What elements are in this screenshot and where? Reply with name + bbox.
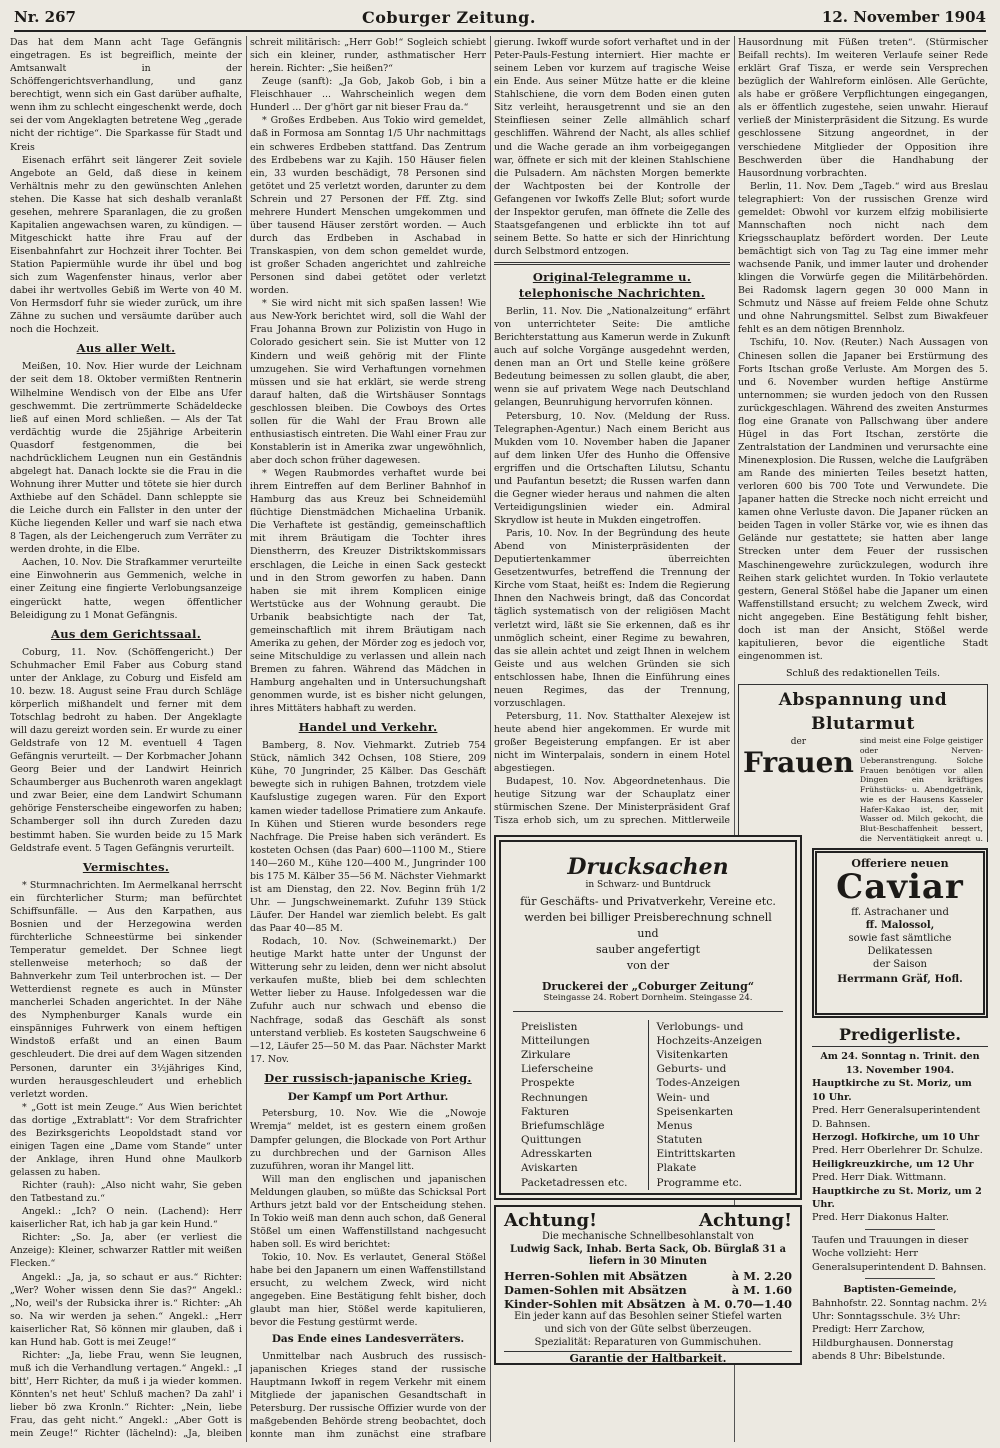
ad-caviar-word: Caviar <box>836 867 964 907</box>
printer-address: Steingasse 24. Robert Dornheim. Steingasse 24. <box>543 992 753 1003</box>
ad-der-label: der <box>790 737 807 748</box>
ad-blutarmut <box>738 684 988 842</box>
print-item: Programme etc. <box>656 1176 743 1189</box>
price-row <box>504 1283 792 1297</box>
print-item: Adresskarten <box>521 1148 593 1161</box>
ad-line: Die mechanische Schnellbesohlanstalt von <box>541 1231 754 1242</box>
ad-line: Ein jeder kann auf das Besohlen seiner Stiefel warten und sich von der Güte selbst überzeugen. <box>514 1311 782 1335</box>
print-item: Speisenkarten <box>656 1105 734 1118</box>
dialogue-line: Angekl.: „Ja, ja, so schaut er aus.“ Richter: „Wer? Woher wissen denn Sie das?“ Angekl.: „No, weil's der Rubsicka ihrer is.“ Richter: „Ah so. Na wir werden ja sehen.“ Angekl.: „Herr kaiserlicher Rat, Sö können mir glauben, daß i kan Hund hab. Gott is mei Zeuge!“ <box>10 1271 242 1348</box>
column-2 <box>250 36 486 1442</box>
ad-line: ff. Astrachaner und <box>851 906 949 918</box>
printer-name: Druckerei der „Coburger Zeitung“ <box>541 979 755 993</box>
print-item: Eintrittskarten <box>656 1148 736 1161</box>
print-item: Mitteilungen <box>521 1034 590 1047</box>
ad-line: Spezialität: Reparaturen von Gummischuhen. <box>534 1336 762 1348</box>
article-paragraph: Coburg, 11. Nov. (Schöffengericht.) Der Schuhmacher Emil Faber aus Coburg stand unter der Anklage, zu Coburg und Eisfeld am 10. bezw. 18. August seine Frau durch Schläge körperlich mißhandelt und ferner mit dem Totschlag bedroht zu haben. Der Angeklagte will dazu gereizt worden sein. Er wurde zu einer Geldstrafe von 12 M. eventuell 4 Tagen Gefängnis verurteilt. — Der Korbmacher Johann Georg Beier und der Landwirt Heinrich Schaumberger aus Buchenroth waren angeklagt und zwar Beier, eine dem Landwirt Schumann gehörige Fensterscheibe eingeworfen zu haben; Schamberger soll ihn durch Zureden dazu bestimmt haben. Sie wurden beide zu 15 Mark Geldstrafe event. 5 Tagen Gefängnis verurteilt. <box>10 646 242 854</box>
print-item: Preislisten <box>521 1020 578 1033</box>
ad-title: Drucksachen <box>567 854 729 880</box>
ad-line: werden bei billiger Preisberechnung schnell und <box>524 910 772 940</box>
print-item: Aviskarten <box>521 1162 578 1175</box>
ad-frauen-word: Frauen <box>743 745 854 779</box>
divider <box>494 262 730 265</box>
article-paragraph: * Sturmnachrichten. Im Aermelkanal herrscht ein fürchterlicher Sturm; man befürchtet Schiffsunfälle. — Aus den Karpathen, aus Bosnien und der Herzegowina werden fürchterliche Schneestürme bei sinkender Temperatur gemeldet. Der Schnee liegt stellenweise meterhoch; so daß der Bahnverkehr zum Teil unterbrochen ist. — Der Wetterdienst regnete es auch in Münster mancherlei Schaden angerichtet. In der Nähe des Nymphenburger Kanals wurde ein einspänniges Fuhrwerk von einem heftigen Windstoß erfaßt und an einen Baum geschleudert. Die drei auf dem Wagen sitzenden Personen, darunter ein 3½jähriges Kind, wurden herausgeschleudert und erheblich verletzt worden. <box>10 879 242 1100</box>
print-item: Zirkulare <box>521 1049 571 1062</box>
church-name: Baptisten-Gemeinde, <box>843 1284 957 1296</box>
article-paragraph: Tokio, 10. Nov. Es verlautet, General Stößel habe bei den Japanern um einen Waffenstillstand ersucht, zu welchem Zweck, wird nicht angegeben. Eine Bestätigung fehlt bisher, doch glaubt man hier, Stößel werde kapitulieren, bevor die Festung gestürmt werde. <box>250 1252 486 1329</box>
print-item: Prospekte <box>521 1077 575 1090</box>
ad-caviar <box>812 848 988 1018</box>
article-paragraph: * Sie wird nicht mit sich spaßen lassen! Wie aus New-York berichtet wird, soll die Wahl der Frau Johanna Brown zur Polizistin von Hugo in Colorado gesichert sein. Sie ist Mutter von 12 Kindern und weiß gehörig mit der Flinte umzugehen. Sie wird Verhaftungen vornehmen müssen und sie hat erklärt, sie werde streng darauf halten, daß die Wirtshäuser Sonntags geschlossen bleiben. Die Cowboys des Ortes sollen für die Wahl der Frau Brown alle enthusiastisch eintreten. Die Wahl einer Frau zur Konstablerin ist in Amerika zwar ungewöhnlich, aber doch schon früher dagewesen. <box>250 298 486 466</box>
price-label: Kinder-Sohlen mit Absätzen <box>504 1297 686 1312</box>
ad-guarantee: Garantie der Haltbarkeit. <box>504 1351 792 1365</box>
article-paragraph: Berlin, 11. Nov. Dem „Tageb.“ wird aus Breslau telegraphiert: Von der russischen Grenze wird gemeldet: Obwohl vor kurzem elfzig mobilisierte Mannschaften noch nicht nach dem Kriegsschauplatz befördert worden. Der Leute bemächtigt sich von Tag zu Tag eine immer mehr wachsende Panik, und immer lauter und drohender klingen die Vorwürfe gegen die Militärbehörden. Bei Radomsk lagern gegen 30 000 Mann in Schmutz und Nässe auf freiem Felde ohne Schutz und ohne Nahrungsmittel. Selbst zum Biwakfeuer fehlt es an dem nötigen Brennholz. <box>738 180 988 336</box>
section-heading-gerichtssaal: Aus dem Gerichtssaal. <box>50 626 202 641</box>
service-date: Am 24. Sonntag n. Trinit. den 13. November 1904. <box>820 1051 980 1076</box>
dialogue-line: Angekl.: „Ich? O nein. (Lachend): Herr kaiserlicher Rat, ich hab ja gar kein Hund.“ <box>10 1206 242 1231</box>
end-of-editorial-note: Schluß des redaktionellen Teils. <box>785 668 941 679</box>
article-paragraph: Eisenach erfährt seit längerer Zeit soviele Angebote an Geld, daß diese in keinem Verhältnis mehr zu den gewünschten Anlehen stehen. Die Kasse hat sich deshalb veranlaßt gesehen, mehrere Sparanlagen, die zu großen Kapitalien angewachsen waren, zu kündigen. — Mitgeschickt hatte ihre Frau auf der Eisenbahnfahrt zur Hochzeit ihrer Tochter. Bei Station Papiermühle wurde ihr übel und bog sich zum Wagenfenster hinaus, verlor aber dabei ihr wertvolles Gebiß im Werte von 40 M. Von Hermsdorf fuhr sie wieder zurück, um ihre Zähne zu suchen und versäumte darüber auch noch die Hochzeit. <box>10 154 242 336</box>
article-paragraph: gierung. Iwkoff wurde sofort verhaftet und in der Peter-Pauls-Festung interniert. Hier machte er seinem Leben vor kurzem auf tragische Weise ein Ende. Aus seiner Mütze hatte er die kleine Stahlschiene, die vorn dem Boden einen guten Sitz verleiht, herausgetrennt und sie an den Steinfliesen seiner Zelle allmählich scharf geschliffen. Während der Nacht, als alles schlief und die Wache gerade an ihm vorbeigegangen war, öffnete er sich mit der kleinen Stahlschiene die Pulsadern. Am nächsten Morgen bemerkte der Wachtposten bei der Kontrolle der Gefangenen vor Iwkoffs Zelle Blut; sofort wurde der Inspektor gerufen, man öffnete die Zelle des Staatsgefangenen und erblickte ihn tot auf seinem Bette. So hatte er sich der Hinrichtung durch Selbstmord entzogen. <box>494 37 730 257</box>
preacher: Pred. Herr Diakonus Halter. <box>812 1212 949 1224</box>
print-item: Visitenkarten <box>656 1049 729 1062</box>
price-row <box>504 1269 792 1283</box>
subheading-port-arthur: Der Kampf um Port Arthur. <box>287 1090 449 1103</box>
price-row <box>504 1297 792 1311</box>
dialogue-line: Richter (rauh): „Also nicht wahr, Sie geben den Tatbestand zu.“ <box>10 1180 242 1205</box>
print-item: Todes-Anzeigen <box>656 1077 741 1090</box>
print-item: Plakate <box>656 1162 697 1175</box>
baptist-schedule: Bahnhofstr. 22. Sonntag nachm. 2½ Uhr: Sonntagsschule. 3½ Uhr: Predigt: Herr Zarchow, Hildburghausen. Donnerstag abends 8 Uhr: Bibelstunde. <box>812 1297 987 1363</box>
price-value: à M. 0.70—1.40 <box>692 1297 792 1312</box>
column-rule <box>246 36 247 1442</box>
article-paragraph: Petersburg, 11. Nov. Statthalter Alexejew ist heute abend hier angekommen. Er wurde mit großer Begeisterung empfangen. Er ist aber nicht im Winterpalais, sondern in einem Hotel abgestiegen. <box>494 710 730 775</box>
print-item: Lieferscheine <box>521 1063 594 1076</box>
article-paragraph: Das hat dem Mann acht Tage Gefängnis eingetragen. Es ist begreiflich, meinte der Amtsanwalt in der Schöffengerichtsverhandlung, und ganz berechtigt, wenn sich ein Gast darüber aufhalte, wenn ihm zu schlecht eingeschenkt werde, doch sei der vom Angeklagten betretene Weg „gerade nicht der richtige“. Die Sparkasse für Stadt und Kreis <box>10 37 242 153</box>
preacher: Pred. Herr Generalsuperintendent D. Bahnsen. <box>812 1105 981 1130</box>
section-heading-vermischtes: Vermischtes. <box>82 859 170 874</box>
ad-merchant: Herrmann Gräf, Hofl. <box>837 972 963 985</box>
divider <box>865 1278 935 1279</box>
article-paragraph: schreit militärisch: „Herr Gob!“ Sogleich schiebt sich ein kleiner, runder, asthmatischer Herr herein. Richter: „Sie heißen?“ <box>250 37 486 75</box>
column-4 <box>738 36 988 842</box>
print-item: Statuten <box>656 1134 703 1147</box>
divider <box>865 1229 935 1230</box>
article-paragraph: Unmittelbar nach Ausbruch des russisch-japanischen Krieges stand der russische Hauptmann Iwkoff in regem Verkehr mit einem Mitgliede der japanischen Gesandtschaft in Petersburg. Der russische Offizier wurde von der maßgebenden Behörde streng beobachtet, doch konnte man ihm zunächst eine strafbare <box>250 1351 486 1441</box>
print-items-left <box>513 1020 648 1190</box>
price-value: à M. 2.20 <box>731 1269 792 1284</box>
ad-subtitle: in Schwarz- und Buntdruck <box>585 880 711 890</box>
print-item: Packetadressen etc. <box>521 1176 628 1189</box>
column-3 <box>494 36 730 829</box>
ad-achtung-left: Achtung! <box>504 1210 597 1231</box>
article-paragraph: * Wegen Raubmordes verhaftet wurde bei ihrem Eintreffen auf dem Berliner Bahnhof in Hamburg das aus Kreuz bei Schneidemühl flüchtige Dienstmädchen Michaelina Urbanik. Die Verhaftete ist geständig, gemeinschaftlich mit ihrem Bräutigam die Tochter ihres Dienstherrn, des Kreuzer Distriktskommissars erschlagen, die Leiche in einen Sack gesteckt und in den Strom geworfen zu haben. Dann haben sie mit ihrem Komplicen einige Wertstücke aus der Wohnung geraubt. Die Urbanik beabsichtigte nach der Tat, gemeinschaftlich mit ihrem Bräutigam nach Amerika zu gehen, der Mörder zog es jedoch vor, seine Mitschuldige zu verlassen und allein nach Bremen zu fahren. Während das Mädchen in Hamburg angehalten und in Untersuchungshaft genommen wurde, ist es bisher nicht gelungen, ihres Mittäters habhaft zu werden. <box>250 468 486 715</box>
ad-line: sauber angefertigt <box>595 942 701 956</box>
dialogue-line: Richter: „So. Ja, aber (er verliest die Anzeige): Kleiner, schwarzer Rattler mit weißen Flecken.“ <box>10 1232 242 1270</box>
price-label: Damen-Sohlen mit Absätzen <box>504 1283 687 1298</box>
ad-schnellbesohlanstalt <box>494 1205 802 1365</box>
print-item: Geburts- und <box>656 1063 727 1076</box>
ad-line: liefern in 30 Minuten <box>589 1256 707 1268</box>
print-item: Rechnungen <box>521 1091 588 1104</box>
masthead <box>14 4 986 32</box>
section-heading-handel: Handel und Verkehr. <box>298 720 438 735</box>
print-item: Wein- und <box>656 1091 710 1104</box>
newspaper-title: Coburger Zeitung. <box>362 7 536 27</box>
article-paragraph: Meißen, 10. Nov. Hier wurde der Leichnam der seit dem 18. Oktober vermißten Rentnerin Wilhelmine Wendisch von der Elbe ans Ufer geschwemmt. Die zertrümmerte Schädeldecke ließ auf einen Mord schließen. — Als der Tat verdächtig wurde die 25jährige Arbeiterin Quasdorf festgenommen, die bei nachdrücklichem Leugnen nun ein Geständnis abgelegt hat. Danach lockte sie die Frau in die Wohnung ihrer Mutter und tötete sie hier durch Axthiebe auf den Schädel. Dann schleppte sie die Leiche durch ein Fallster in den unter der Küche liegenden Keller und warf sie nach etwa 8 Tagen, als der Leichengeruch zum Verräter zu werden drohte, in die Elbe. <box>10 361 242 556</box>
ad-offer-line: Offeriere neuen <box>851 857 949 870</box>
print-items-right <box>648 1020 784 1190</box>
print-item: Verlobungs- und <box>656 1020 744 1033</box>
predigerliste <box>812 1024 988 1444</box>
article-paragraph: Tschifu, 10. Nov. (Reuter.) Nach Aussagen von Chinesen sollen die Japaner bei Erstürmung des Forts Itschan große Verluste. Am Morgen des 5. und 6. November wurden heftige Anstürme unternommen; sie wurden jedoch von den Russen zurückgeschlagen. Während des zweiten Ansturmes flog eine Granate von Pallschwang über andere Hügel in das Fort Itschan, zerstörte die Zentralstation der Landminen und verursachte eine Minenexplosion. Die Russen, welche die Laufgräben am Rande des minierten Teiles besetzt hatten, verloren 600 bis 700 Tote und Verwundete. Die Japaner hatten die Strecke noch nicht erreicht und kamen ohne Verluste davon. Die Japaner rücken an beiden Tagen in voller Stärke vor, wie es ihnen das Gelände nur gestattete; sie hatten aber lange Strecken unter dem Feuer der russischen Maschinengewehre zurückzulegen, wodurch ihre Reihen stark gelichtet wurden. In Tokio verlautete gestern, General Stößel habe die Japaner um einen Waffenstillstand ersucht; zu welchem Zweck, wird nicht angegeben. Eine Bestätigung fehlt bisher, doch ist man der Ansicht, Stößel werde kapitulieren, bevor die eigentliche Stadt eingenommen ist. <box>738 337 988 662</box>
ad-line: von der <box>626 958 670 972</box>
preacher: Pred. Herr Oberlehrer Dr. Schulze. <box>812 1145 983 1157</box>
ad-line: ff. Malossol, <box>865 919 935 931</box>
church-name: Herzogl. Hofkirche, um 10 Uhr <box>812 1131 980 1143</box>
print-item: Menus <box>656 1119 693 1132</box>
predigerliste-title: Predigerliste. <box>812 1024 988 1047</box>
page-number: Nr. 267 <box>14 8 76 26</box>
article-paragraph: Rodach, 10. Nov. (Schweinemarkt.) Der heutige Markt hatte unter der Ungunst der Witterung sehr zu leiden, denn wer nicht absolut verkaufen mußte, blieb bei dem schlechten Wetter lieber zu Hause. Infolgedessen war die Zufuhr auch nur schwach und ebenso die Nachfrage, sodaß das Geschäft als sonst unterstand verblieb. Es kosteten Saugschweine 6—12, Läufer 25—50 M. das Paar. Nächster Markt 17. Nov. <box>250 936 486 1065</box>
price-value: à M. 1.60 <box>731 1283 792 1298</box>
article-paragraph: Zeuge (sanft): „Ja Gob, Jakob Gob, i bin a Fleischhauer ... Wahrscheinlich wegen dem Hunderl ... Der g'hört gar nit bieser Frau da.“ <box>250 76 486 114</box>
section-heading-aus-aller-welt: Aus aller Welt. <box>76 341 176 356</box>
article-paragraph: Bamberg, 8. Nov. Viehmarkt. Zutrieb 754 Stück, nämlich 342 Ochsen, 108 Stiere, 209 Kühe, 70 Jungrinder, 25 Kälber. Das Geschäft bewegte sich in ruhigen Bahnen, trotzdem viele Kaufslustige zugegen waren. Für den Export kamen wieder tadellose Primatiere zum Ankaufe. In Kühen und Stieren wurde besonders rege Nachfrage. Die Preise haben sich verändert. Es kosteten Ochsen (das Paar) 600—1100 M., Stiere 140—260 M., Kühe 120—400 M., Jungrinder 100 bis 175 M. Kälber 35—56 M. Nächster Viehmarkt ist am Dienstag, den 22. Nov. Beginn früh 1/2 Uhr. — Jungschweinemarkt. Zufuhr 139 Stück Läufer. Der Handel war ziemlich belebt. Es galt das Paar 40—85 M. <box>250 740 486 935</box>
article-paragraph: Will man den englischen und japanischen Meldungen glauben, so müßte das Schicksal Port Arthurs jetzt bald vor der Entscheidung stehen. In Tokio weiß man denn auch schon, daß General Stößel um einen Waffenstillstand nachgesucht haben soll. Es wird berichtet: <box>250 1173 486 1250</box>
print-item: Briefumschläge <box>521 1119 605 1132</box>
church-name: Heiligkreuzkirche, um 12 Uhr <box>812 1158 974 1170</box>
issue-date: 12. November 1904 <box>821 8 986 26</box>
price-label: Herren-Sohlen mit Absätzen <box>504 1269 688 1284</box>
section-heading-telegramme: Original-Telegramme u. telephonische Nachrichten. <box>518 270 706 301</box>
article-paragraph: * „Gott ist mein Zeuge.“ Aus Wien berichtet das dortige „Extrablatt“: Vor dem Strafrichter des Bezirksgerichts Leopoldstadt stand vor einigen Tagen eine „Dame vom Stande“ unter der Anklage, ihren Hund ohne Maulkorb gelassen zu haben. <box>10 1101 242 1179</box>
print-item: Fakturen <box>521 1105 570 1118</box>
article-paragraph: Aachen, 10. Nov. Die Strafkammer verurteilte eine Einwohnerin aus Gemmenich, welche in einer Zeitung eine fingierte Verlobungsanzeige eingerückt hatte, wegen öffentlicher Beleidigung zu 1 Monat Gefängnis. <box>10 557 242 621</box>
article-paragraph: * Großes Erdbeben. Aus Tokio wird gemeldet, daß in Formosa am Sonntag 1/5 Uhr nachmittags ein schweres Erdbeben stattfand. Das Zentrum des Erdbebens war zu Kajih. 150 Häuser fielen ein, 33 wurden beschädigt, 78 Personen sind getötet und 25 verletzt worden, darunter zu dem Schrein und 27 Personen der Fff. Ztg. sind mehrere Hundert Menschen umgekommen und über tausend Häuser zerstört worden. — Auch durch das Erdbeben in Aschabad in Transkaspien, von dem schon gemeldet wurde, ist großer Schaden angerichtet und zahlreiche Personen sind dabei getötet oder verletzt worden. <box>250 115 486 297</box>
article-paragraph: Budapest, 10. Nov. Abgeordnetenhaus. Die heutige Sitzung war der Schauplatz einer stürmischen Szene. Der Ministerpräsident Graf Tisza erhob sich, um zu sprechen. Mittlerweile <box>494 776 730 827</box>
print-item: Quittungen <box>521 1134 582 1147</box>
ad-line: sowie fast sämtliche Delikatessen <box>848 932 952 957</box>
article-paragraph: Petersburg, 10. Nov. (Meldung der Russ. Telegraphen-Agentur.) Nach einem Bericht aus Mukden vom 10. November haben die Japaner auf dem linken Ufer des Hunho die Offensive ergriffen und die Ortschaften Lilutsu, Schantu und Paufantun besetzt; die Russen warfen dann die Gegner wieder heraus und nahmen die alten Verteidigungslinien wieder ein. Admiral Skrydlow ist heute in Mukden eingetroffen. <box>494 410 730 527</box>
print-item: Hochzeits-Anzeigen <box>656 1034 763 1047</box>
ad-line: für Geschäfts- und Privatverkehr, Vereine etc. <box>520 895 776 908</box>
section-heading-krieg: Der russisch-japanische Krieg. <box>264 1070 472 1085</box>
column-rule <box>490 36 491 1442</box>
ad-achtung-right: Achtung! <box>699 1210 792 1231</box>
ad-line: Ludwig Sack, Inhab. Berta Sack, Ob. Bürglaß 31 a <box>509 1243 787 1255</box>
church-name: Hauptkirche zu St. Moriz, um 10 Uhr. <box>812 1078 972 1103</box>
subheading-landesverraeter: Das Ende eines Landesverräters. <box>271 1333 465 1346</box>
article-paragraph: Paris, 10. Nov. In der Begründung des heute Abend von Ministerpräsidenten der Deputiertenkammer überreichten Gesetzentwurfes, betreffend die Trennung der Kirche vom Staat, heißt es: Indem die Regierung Ihnen den Nachweis bringt, daß das Concordat täglich systematisch von der religiösen Macht verletzt wird, läßt sie Sie erkennen, daß es ihr unmöglich scheint, einer Regime zu bewahren, das sie allein achtet und zeigt Ihnen in welchem Geiste und aus welchen Gründen sie sich entschlossen habe, Ihnen die Einführung eines neuen Regimes, das der Trennung, vorzuschlagen. <box>494 528 730 709</box>
article-paragraph: Berlin, 11. Nov. Die „Nationalzeitung“ erfährt von unterrichteter Seite: Die amtliche Berichterstattung aus Kamerun werde in Zukunft auch auf solche Vorgänge ausgedehnt werden, denen man an Ort und Stelle keine größere Bedeutung beimessen zu sollen glaubt, die aber, wenn sie auf privatem Wege nach Deutschland gelangen, Beunruhigung hervorrufen können. <box>494 306 730 409</box>
ad-drucksachen <box>494 835 802 1200</box>
article-paragraph: Petersburg, 10. Nov. Wie die „Nowoje Wremja“ meldet, ist es gestern einem großen Dampfer gelungen, die Blockade von Port Arthur zu durchbrechen und der Garnison Alles zuzuführen, woran ihr Mangel litt. <box>250 1108 486 1172</box>
ad-title: Abspannung und Blutarmut <box>778 690 948 734</box>
preacher: Pred. Herr Diak. Wittmann. <box>812 1172 947 1184</box>
article-paragraph: Hausordnung mit Füßen treten“. (Stürmischer Beifall rechts). Im weiteren Verlaufe seiner Rede erklärt Graf Tisza, er werde sein Versprechen bezüglich der Wahlreform einlösen. Alle Gerüchte, als habe er größere Verpflichtungen eingegangen, als er öffentlich zugestehe, seien unwahr. Hierauf verließ der Ministerpräsident die Sitzung. Es wurde geschlossene Sitzung angeordnet, in der verschiedene Mitglieder der Opposition ihre Beschwerden über die Handhabung der Hausordnung vorbrachten. <box>738 37 988 179</box>
dialogue-line: Richter: „Ja, liebe Frau, wenn Sie leugnen, muß ich die Verhandlung vertagen.“ Angekl.: „I bitt', Herr Richter, da muß i ja wieder kommen. Könnten's net heut' Schluß machen? Da zahl' i lieber bö zwa Kronln.“ Richter: „Nein, liebe Frau, das geht nicht.“ Angekl.: „Aber Gott is mein Zeuge!“ Richter (lächelnd): „Ja, bleiben <box>10 1349 242 1440</box>
column-1 <box>10 36 242 1442</box>
church-name: Hauptkirche zu St. Moriz, um 2 Uhr. <box>812 1185 982 1211</box>
baptism-note: Taufen und Trauungen in dieser Woche vollzieht: Herr Generalsuperintendent D. Bahnsen. <box>812 1234 987 1273</box>
ad-body-text: sind meist eine Folge geistiger oder Nerven-Ueberanstrengung. Solche Frauen benötigen vor allen Dingen ein kräftiges Frühstücks- u. Abendgetränk, wie es der Hausens Kasseler Hafer-Kakao ist, der, mit Wasser od. Milch gekocht, die Blut-Beschaffenheit bessert, die Nerventätigkeit anregt u. <box>859 736 983 842</box>
ad-line: der Saison <box>873 958 927 970</box>
